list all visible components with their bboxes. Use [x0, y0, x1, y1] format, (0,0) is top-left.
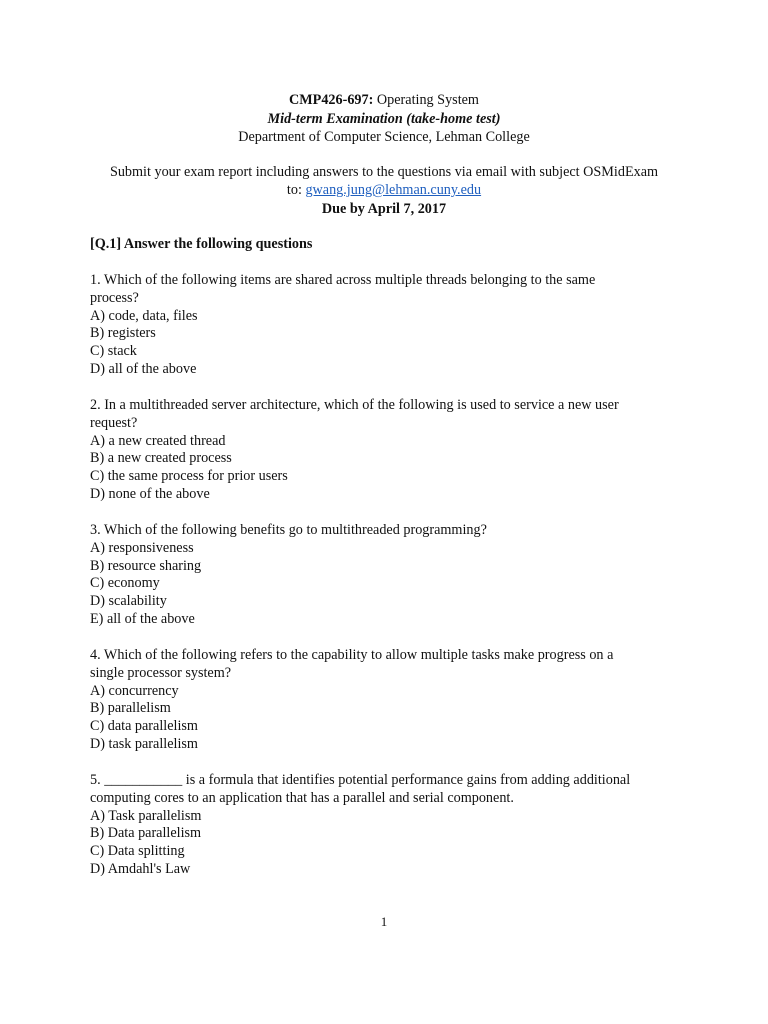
course-code: CMP426-697:	[289, 92, 374, 108]
answer-option: C) data parallelism	[90, 718, 198, 735]
question-text: 4. Which of the following refers to the capability to allow multiple tasks make progress on a	[90, 647, 614, 663]
page-number: 1	[380, 914, 388, 929]
question-text: process?	[90, 289, 139, 306]
answer-option: A) Task parallelism	[90, 807, 202, 824]
answer-option: E) all of the above	[90, 610, 195, 627]
to-prefix: to:	[286, 182, 306, 199]
answer-option: C) Data splitting	[90, 843, 185, 860]
question-text: 2. In a multithreaded server architecture, which of the following is used to service a new user	[90, 397, 619, 413]
answer-option: A) concurrency	[90, 682, 179, 699]
question-text: request?	[90, 414, 138, 431]
question-text: 1. Which of the following items are shared across multiple threads belonging to the same	[90, 272, 596, 288]
answer-option: B) resource sharing	[90, 557, 202, 574]
email-link[interactable]: gwang.jung@lehman.cuny.edu	[305, 182, 482, 199]
answer-option: D) task parallelism	[90, 735, 198, 752]
question-text: single processor system?	[90, 664, 232, 681]
answer-option: A) code, data, files	[90, 307, 198, 324]
due-date: Due by April 7, 2017	[321, 200, 447, 217]
answer-option: C) the same process for prior users	[90, 468, 288, 485]
answer-option: B) a new created process	[90, 450, 232, 467]
department: Department of Computer Science, Lehman College	[238, 129, 530, 145]
answer-option: D) Amdahl's Law	[90, 860, 191, 877]
exam-header	[0, 92, 768, 148]
answer-option: B) Data parallelism	[90, 825, 202, 842]
submission-recipient	[0, 182, 768, 200]
course-title	[0, 92, 768, 111]
question-5	[90, 772, 670, 879]
question-4	[90, 647, 670, 754]
course-name: Operating System	[373, 92, 479, 108]
submission-instruction: Submit your exam report including answers to the questions via email with subject OSMidExam	[109, 164, 659, 180]
submission-instructions	[0, 164, 768, 219]
question-text: 3. Which of the following benefits go to multithreaded programming?	[90, 522, 487, 538]
answer-option: A) responsiveness	[90, 539, 194, 556]
exam-title: Mid-term Examination (take-home test)	[267, 110, 501, 127]
answer-option: D) scalability	[90, 593, 167, 610]
answer-option: C) stack	[90, 343, 137, 360]
answer-option: C) economy	[90, 575, 160, 592]
answer-option: A) a new created thread	[90, 432, 226, 449]
question-1	[90, 272, 670, 379]
question-2	[90, 397, 670, 504]
answer-option: D) none of the above	[90, 485, 210, 502]
question-3	[90, 522, 670, 629]
answer-option: B) registers	[90, 325, 156, 342]
answer-option: B) parallelism	[90, 700, 171, 717]
section-heading: [Q.1] Answer the following questions	[90, 236, 313, 252]
question-text: 5. ___________ is a formula that identifies potential performance gains from adding additional	[90, 772, 631, 788]
question-text: computing cores to an application that has a parallel and serial component.	[90, 789, 514, 806]
answer-option: D) all of the above	[90, 360, 197, 377]
